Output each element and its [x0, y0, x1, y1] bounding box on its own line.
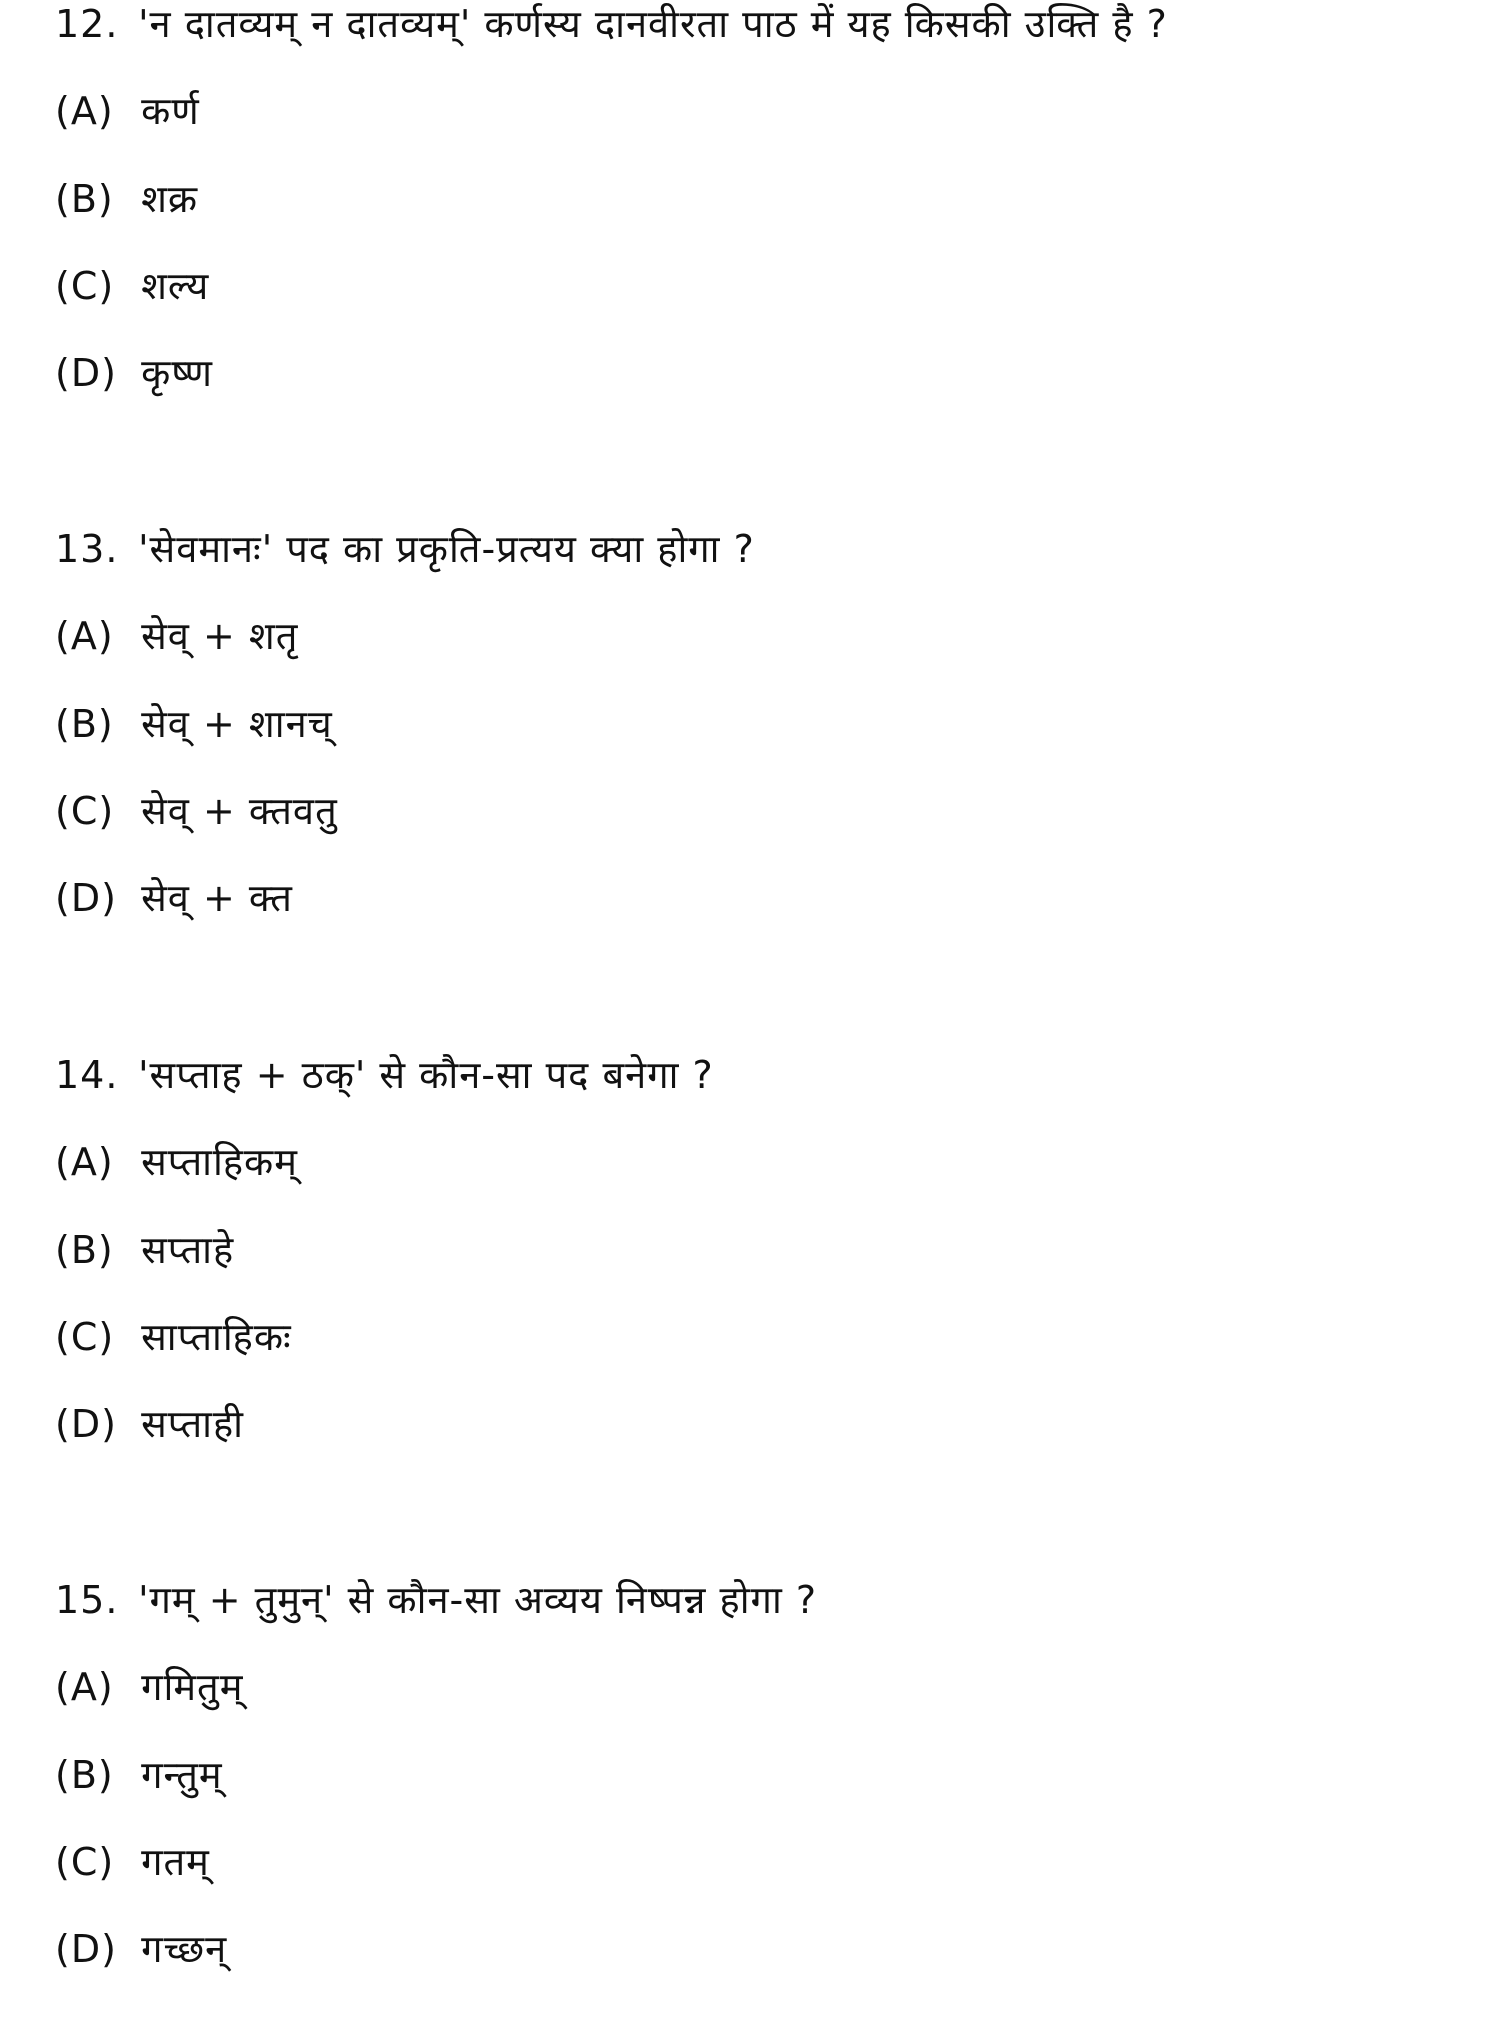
option-c[interactable] [55, 787, 338, 835]
option-label: (D) [55, 1927, 117, 1971]
option-text: कर्ण [141, 89, 200, 133]
option-text: सप्ताहिकम् [141, 1140, 298, 1184]
option-label: (D) [55, 351, 117, 395]
option-b[interactable] [55, 1751, 223, 1799]
option-text: सेव् + शानच् [141, 702, 333, 746]
option-a[interactable] [55, 612, 298, 660]
option-text: गतम् [141, 1840, 210, 1884]
option-label: (A) [55, 89, 114, 133]
option-label: (B) [55, 177, 114, 221]
option-label: (B) [55, 702, 114, 746]
option-c[interactable] [55, 262, 209, 310]
option-text: सेव् + क्तवतु [141, 789, 338, 833]
option-label: (B) [55, 1753, 114, 1797]
option-label: (A) [55, 1140, 114, 1184]
option-label: (B) [55, 1228, 114, 1272]
option-label: (A) [55, 614, 114, 658]
option-text: सप्ताही [141, 1402, 245, 1446]
option-text: सेव् + क्त [141, 876, 293, 920]
option-text: गमितुम् [141, 1665, 244, 1709]
question-text: 'सप्ताह + ठक्' से कौन-सा पद बनेगा ? [138, 1053, 714, 1097]
question-number: 15. [55, 1578, 119, 1622]
option-d[interactable] [55, 1400, 244, 1448]
option-b[interactable] [55, 175, 198, 223]
question-number: 13. [55, 527, 119, 571]
option-label: (C) [55, 1840, 115, 1884]
question-number: 12. [55, 2, 119, 46]
question-text: 'सेवमानः' पद का प्रकृति-प्रत्यय क्या होगा ? [138, 527, 755, 571]
option-text: सप्ताहे [141, 1228, 235, 1272]
option-a[interactable] [55, 1138, 298, 1186]
option-d[interactable] [55, 874, 293, 922]
option-a[interactable] [55, 1663, 243, 1711]
question-stem [55, 1051, 714, 1099]
option-text: सेव् + शतृ [141, 614, 299, 658]
option-label: (C) [55, 1315, 115, 1359]
option-c[interactable] [55, 1838, 210, 1886]
question-text: 'गम् + तुमुन्' से कौन-सा अव्यय निष्पन्न होगा ? [138, 1578, 818, 1622]
option-label: (C) [55, 789, 115, 833]
option-text: गन्तुम् [141, 1753, 223, 1797]
option-text: कृष्ण [141, 351, 213, 395]
question-stem [55, 525, 755, 573]
option-label: (A) [55, 1665, 114, 1709]
option-b[interactable] [55, 1226, 234, 1274]
option-label: (D) [55, 1402, 117, 1446]
option-label: (C) [55, 264, 115, 308]
option-c[interactable] [55, 1313, 292, 1361]
option-b[interactable] [55, 700, 333, 748]
question-stem [55, 1576, 817, 1624]
option-label: (D) [55, 876, 117, 920]
question-stem [55, 0, 1168, 48]
option-d[interactable] [55, 1925, 227, 1973]
question-number: 14. [55, 1053, 119, 1097]
option-text: साप्ताहिकः [141, 1315, 292, 1359]
option-d[interactable] [55, 349, 213, 397]
option-a[interactable] [55, 87, 200, 135]
option-text: शल्य [141, 264, 210, 308]
option-text: गच्छन् [141, 1927, 228, 1971]
option-text: शक्र [141, 177, 199, 221]
question-text: 'न दातव्यम् न दातव्यम्' कर्णस्य दानवीरता पाठ में यह किसकी उक्ति है ? [138, 2, 1168, 46]
